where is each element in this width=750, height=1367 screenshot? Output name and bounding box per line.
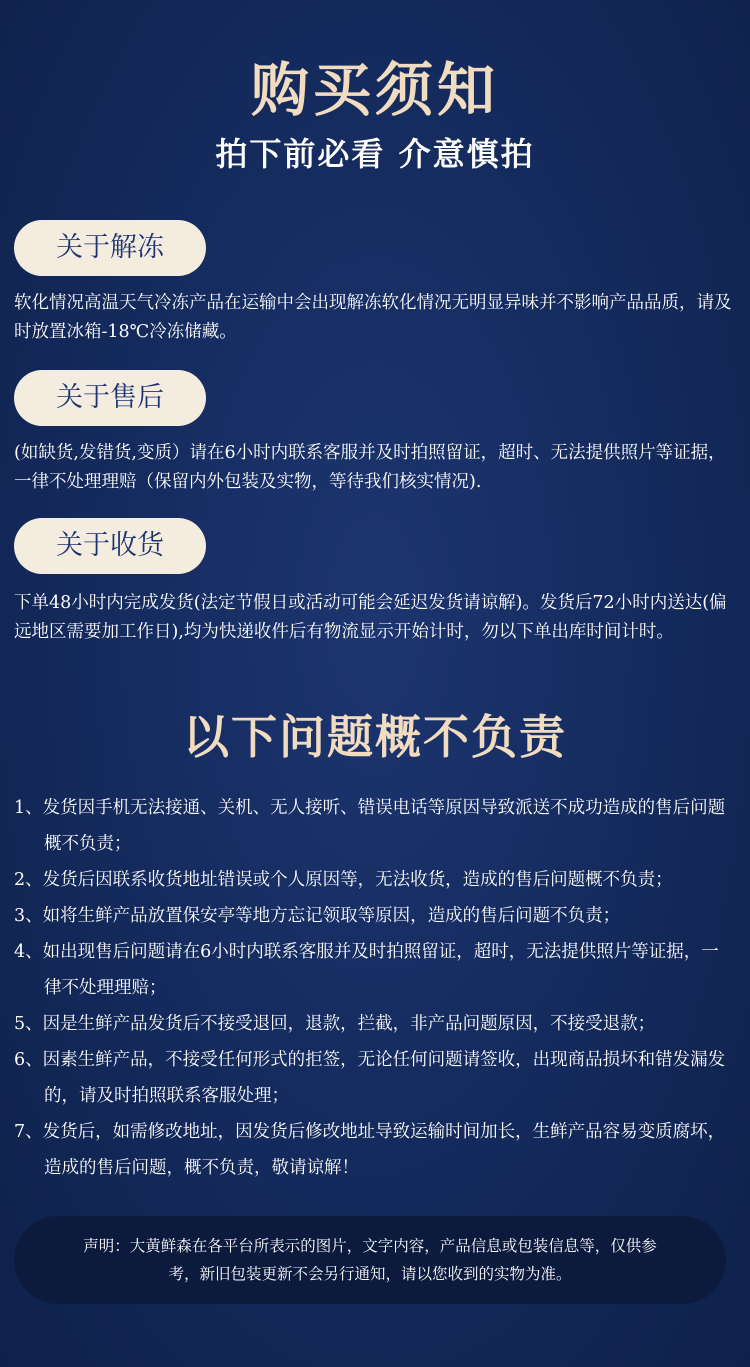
list-item: 3、如将生鲜产品放置保安亭等地方忘记领取等原因，造成的售后问题不负责； (14, 906, 621, 926)
list-item: 2、发货后因联系收货地址错误或个人原因等，无法收货，造成的售后问题概不负责； (14, 870, 673, 890)
list-item: 1、发货因手机无法接通、关机、无人接听、错误电话等原因导致派送不成功造成的售后问题概不负责； (14, 798, 726, 854)
list-item: 6、因素生鲜产品，不接受任何形式的拒签，无论任何问题请签收，出现商品损坏和错发漏发的，请及时拍照联系客服处理； (14, 1050, 726, 1106)
page-title: 购买须知 (250, 56, 499, 124)
list-item: 4、如出现售后问题请在6小时内联系客服并及时拍照留证，超时，无法提供照片等证据，一律不处理理赔； (14, 942, 719, 998)
section-label-thawing: 关于解冻 (14, 220, 206, 276)
disclaimer-list (14, 790, 736, 1186)
list-item: 5、因是生鲜产品发货后不接受退回，退款，拦截，非产品问题原因，不接受退款； (14, 1014, 656, 1034)
section-text-after-sales: (如缺货,发错货,变质）请在6小时内联系客服并及时拍照留证，超时、无法提供照片等证据，一律不处理理赔（保留内外包装及实物，等待我们核实情况). (14, 443, 726, 492)
section-label-delivery: 关于收货 (14, 518, 206, 574)
statement-box (14, 1216, 726, 1304)
page-subtitle: 拍下前必看 介意慎拍 (215, 135, 535, 173)
section-text-thawing: 软化情况高温天气冷冻产品在运输中会出现解冻软化情况无明显异味并不影响产品品质，请及时放置冰箱-18℃冷冻储藏。 (14, 293, 732, 342)
section-label-after-sales: 关于售后 (14, 370, 206, 426)
list-item: 7、发货后，如需修改地址，因发货后修改地址导致运输时间加长，生鲜产品容易变质腐坏，造成的售后问题，概不负责，敬请谅解！ (14, 1122, 726, 1178)
disclaimer-heading: 以下问题概不负责 (183, 710, 567, 764)
section-text-delivery: 下单48小时内完成发货(法定节假日或活动可能会延迟发货请谅解)。发货后72小时内送达(偏远地区需要加工作日),均为快递收件后有物流显示开始计时，勿以下单出库时间计时。 (14, 593, 727, 642)
statement-text: 声明：大黄鲜森在各平台所表示的图片，文字内容，产品信息或包装信息等，仅供参考，新旧包装更新不会另行通知，请以您收到的实物为准。 (83, 1237, 657, 1283)
